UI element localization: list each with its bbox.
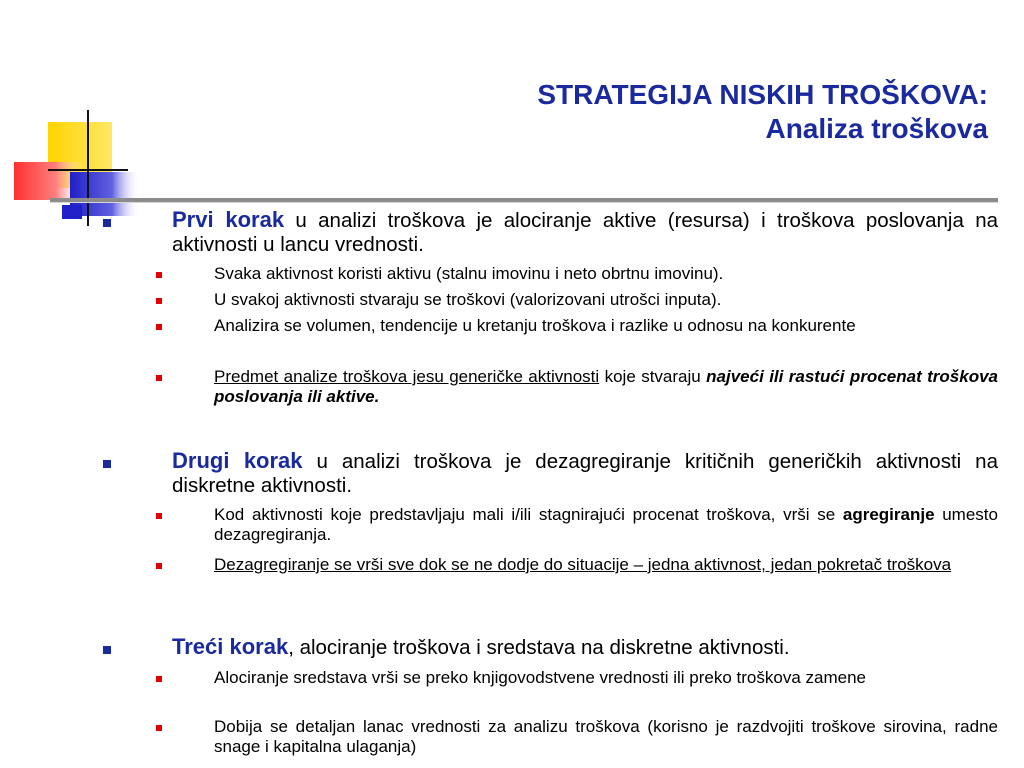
bold-text: agregiranje [842, 505, 935, 524]
list-item: Svaka aktivnost koristi aktivu (stalnu imovinu i neto obrtnu imovinu). [214, 264, 724, 283]
section-2 [172, 449, 998, 498]
plain-text: koje stvaraju [599, 367, 707, 386]
section-text: u analizi troškova je alociranje aktive (resursa) i troškova poslovanja na aktivnosti u lancu vrednosti. [172, 209, 998, 256]
section-3 [172, 635, 998, 660]
section-keyword: Drugi korak [172, 448, 303, 473]
section-keyword: Prvi korak [172, 207, 285, 232]
title-main: STRATEGIJA NISKIH TROŠKOVA: [537, 79, 988, 110]
underlined-text: Dezagregiranje se vrši sve dok se ne dodje do situacije – jedna aktivnost, jedan pokretač troškova [214, 555, 952, 574]
bullet-l2-icon [156, 513, 162, 519]
emphasis-text: najveći ili rastući procenat troškova poslovanja ili aktive. [214, 367, 999, 406]
bullet-l2-icon [156, 324, 162, 330]
list-item [214, 505, 998, 545]
bullet-l1-icon [103, 219, 111, 227]
bullet-l2-icon [156, 725, 162, 731]
plain-text: umesto dezagregiranja. [214, 505, 998, 544]
underlined-text: Predmet analize troškova jesu generičke aktivnosti [214, 367, 600, 386]
section-keyword: Treći korak [172, 634, 289, 659]
bullet-l2-icon [156, 375, 162, 381]
list-item [214, 555, 998, 575]
title-subtitle: Analiza troškova [765, 113, 988, 144]
bullet-l2-icon [156, 676, 162, 682]
section-1 [172, 208, 998, 257]
list-item: Dobija se detaljan lanac vrednosti za analizu troškova (korisno je razdvojiti troškove sirovina, radne snage i kapitalna ulaganja) [214, 717, 998, 756]
bullet-l2-icon [156, 298, 162, 304]
list-item: Alociranje sredstava vrši se preko knjigovodstvene vrednosti ili preko troškova zamene [214, 668, 866, 687]
section-text: , alociranje troškova i sredstava na diskretne aktivnosti. [288, 636, 790, 659]
bullet-l1-icon [103, 460, 111, 468]
section-text: u analizi troškova je dezagregiranje kritičnih generičkih aktivnosti na diskretne aktivnosti. [172, 450, 998, 497]
list-item: U svakoj aktivnosti stvaraju se troškovi (valorizovani utrošci inputa). [214, 290, 722, 309]
list-item: Analizira se volumen, tendencije u kretanju troškova i razlike u odnosu na konkurente [214, 316, 856, 335]
bullet-l2-icon [156, 272, 162, 278]
list-item [214, 367, 998, 407]
bullet-l2-icon [156, 563, 162, 569]
plain-text: Kod aktivnosti koje predstavljaju mali i/ili stagnirajući procenat troškova, vrši se [214, 505, 843, 524]
bullet-l1-icon [103, 646, 111, 654]
